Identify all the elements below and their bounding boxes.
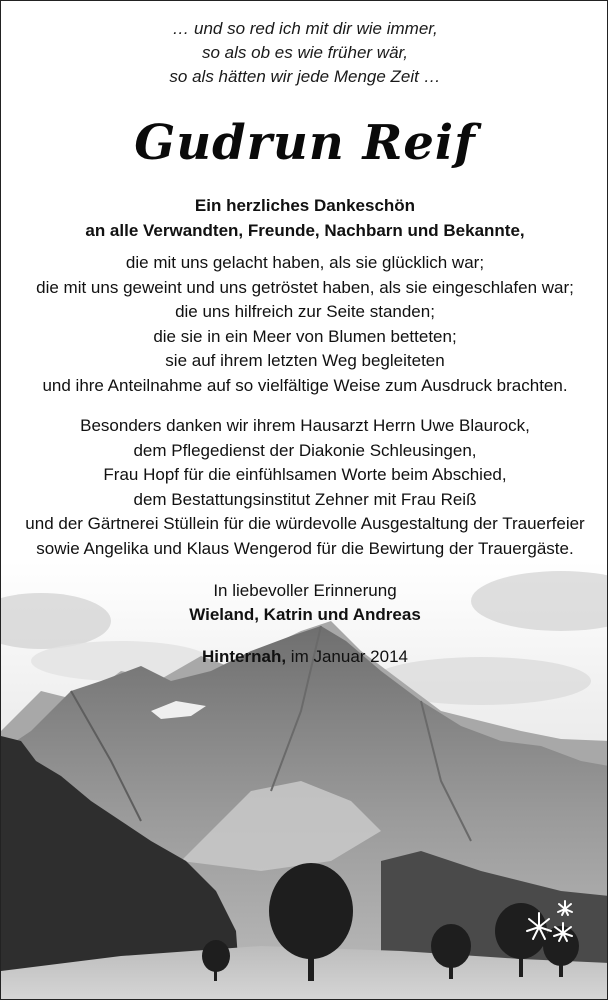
text-line: sie auf ihrem letzten Weg begleiteten	[165, 351, 445, 370]
text-line: Frau Hopf für die einfühlsamen Worte beim Abschied,	[103, 465, 507, 484]
place-date: im Januar 2014	[290, 647, 408, 666]
text-line: dem Bestattungsinstitut Zehner mit Frau Reiß	[133, 489, 477, 509]
verse-line: … und so red ich mit dir wie immer,	[172, 19, 438, 38]
text-line: dem Pflegedienst der Diakonie Schleusingen,	[133, 440, 477, 460]
thanks-heading	[1, 193, 608, 243]
text-line: und der Gärtnerei Stüllein für die würdevolle Ausgestaltung der Trauerfeier	[25, 514, 585, 533]
place-and-date	[1, 645, 608, 669]
notice-text	[1, 1, 608, 669]
thanks-line: an alle Verwandten, Freunde, Nachbarn und Bekannte,	[85, 221, 525, 240]
text-line: sowie Angelika und Klaus Wengerod für die Bewirtung der Trauergäste.	[36, 538, 574, 558]
text-line: die mit uns geweint und uns getröstet haben, als sie eingeschlafen war;	[36, 277, 574, 297]
text-line: die mit uns gelacht haben, als sie glücklich war;	[125, 253, 485, 272]
text-line: die uns hilfreich zur Seite standen;	[175, 302, 435, 321]
gratitude-paragraph	[1, 251, 608, 398]
thanks-line: Ein herzliches Dankeschön	[194, 196, 416, 215]
signature-intro: In liebevoller Erinnerung	[213, 581, 397, 600]
deceased-name: Gudrun Reif	[134, 115, 476, 171]
place-town: Hinternah,	[202, 647, 287, 666]
special-thanks-paragraph	[1, 414, 608, 561]
edelweiss-icon	[519, 899, 581, 949]
verse-line: so als ob es wie früher wär,	[202, 43, 408, 62]
signature	[1, 579, 608, 627]
text-line: Besonders danken wir ihrem Hausarzt Herrn Uwe Blaurock,	[80, 416, 530, 435]
verse-line: so als hätten wir jede Menge Zeit …	[169, 67, 441, 86]
poem-verse	[1, 17, 608, 89]
text-line: und ihre Anteilnahme auf so vielfältige Weise zum Ausdruck brachten.	[42, 375, 568, 395]
signature-names: Wieland, Katrin und Andreas	[189, 605, 421, 624]
text-line: die sie in ein Meer von Blumen betteten;	[153, 326, 457, 346]
